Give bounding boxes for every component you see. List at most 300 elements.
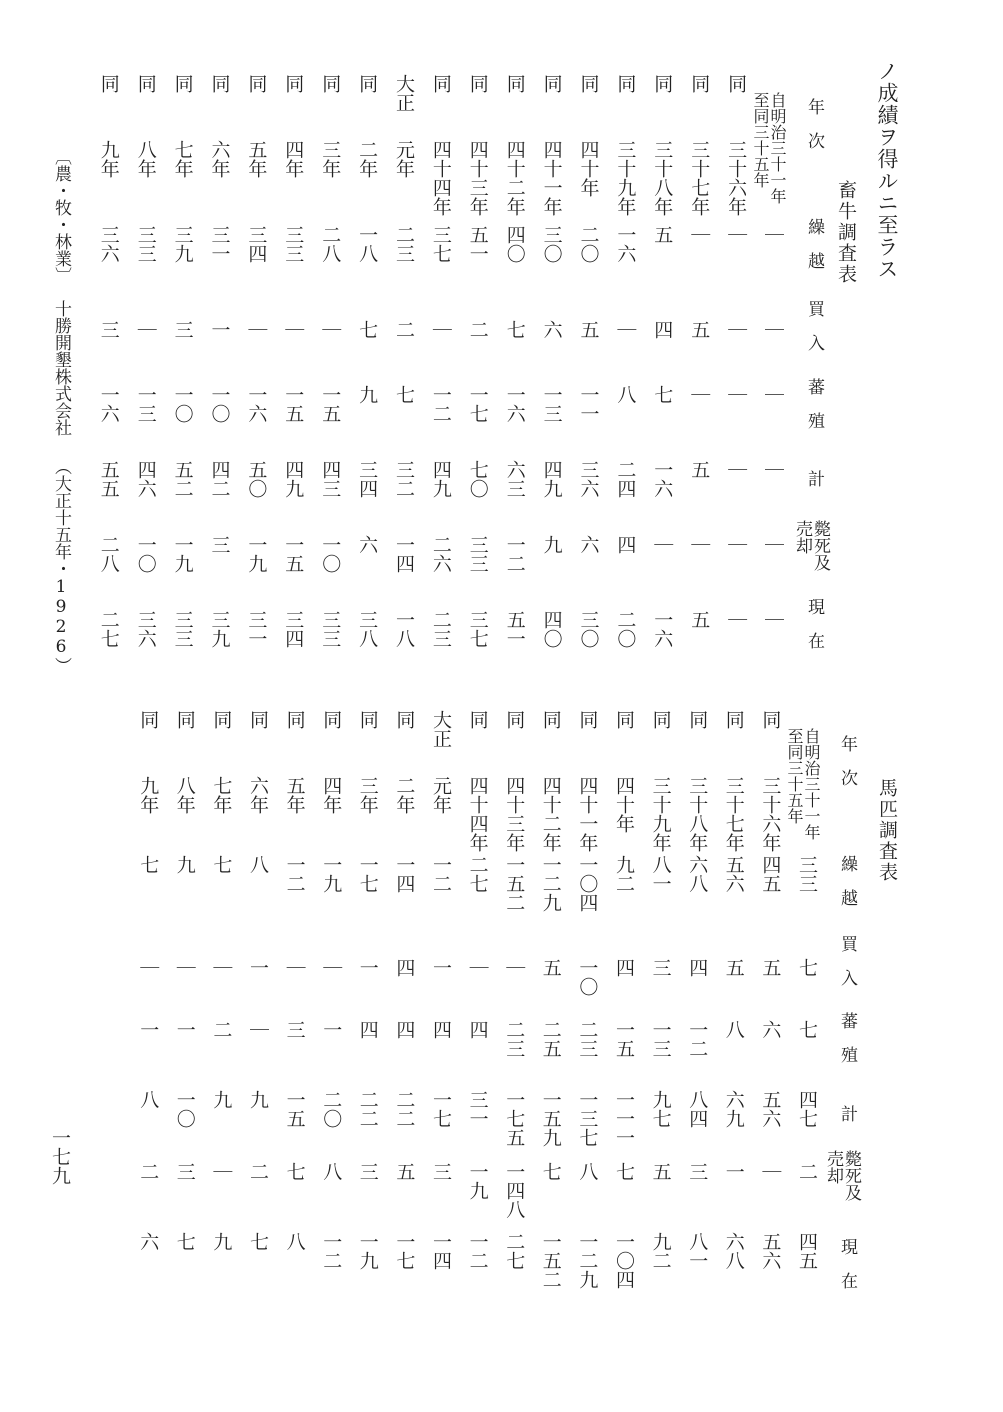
cattle-year-prefix: 同	[429, 74, 452, 93]
horse-cell-died: ｜	[210, 1162, 233, 1181]
footer-category: 〔農・牧・林業〕	[51, 148, 71, 284]
horse-year-prefix: 同	[503, 710, 526, 729]
horse-cell-bought: 一	[247, 958, 269, 977]
cattle-year-value: 二年	[356, 140, 379, 178]
horse-cell-bred: 四	[466, 1020, 489, 1039]
horse-cell-bought: 七	[796, 958, 818, 977]
horse-cell-bought: ｜	[210, 958, 233, 977]
horse-cell-bred: 一	[320, 1020, 343, 1039]
cattle-cell-carryover: 三六	[97, 225, 120, 263]
cattle-cell-current: 五一	[503, 610, 526, 648]
horse-cell-current: 九二	[649, 1232, 672, 1270]
horse-cell-bought: 四	[686, 958, 709, 977]
horse-year-value: 二年	[393, 776, 416, 814]
cattle-cell-bred: 一五	[282, 385, 305, 423]
cattle-cell-total: 一六	[651, 460, 674, 498]
cattle-cell-carryover: 三七	[429, 225, 452, 263]
cattle-cell-died: ｜	[651, 535, 674, 554]
horse-year-prefix: 同	[466, 710, 489, 729]
cattle-cell-died: 九	[540, 535, 563, 554]
horse-cell-died: 五	[393, 1162, 416, 1181]
cattle-year-prefix: 同	[282, 74, 305, 93]
cattle-year-value: 元年	[393, 140, 415, 178]
horse-year-value: 四十一年	[576, 776, 599, 852]
cattle-year-prefix: 同	[688, 74, 711, 93]
horse-cell-bred: 一二	[686, 1020, 709, 1058]
cattle-cell-total: 二四	[614, 460, 637, 498]
horse-year-prefix: 同	[759, 710, 782, 729]
horse-cell-bought: 一〇	[576, 958, 599, 996]
horse-year-value: 三十六年	[759, 776, 782, 852]
horse-year-value: 元年	[430, 776, 452, 814]
horse-cell-current: 一七	[393, 1232, 416, 1270]
page-header: ノ成績ヲ得ルニ至ラス	[875, 60, 899, 280]
cattle-cell-current: 二三	[429, 610, 452, 648]
cattle-header-died-sold	[793, 520, 828, 571]
horse-cell-died: 一	[722, 1162, 745, 1181]
horse-year-prefix: 同	[576, 710, 599, 729]
cattle-cell-total: 四九	[429, 460, 452, 498]
horse-cell-carryover: 七	[137, 855, 160, 874]
cattle-year-value: 四年	[282, 140, 305, 178]
cattle-cell-bought: 三	[97, 320, 120, 339]
cattle-header-carryover: 繰 越	[804, 218, 824, 269]
cattle-cell-bred: 一二	[429, 385, 452, 423]
cattle-cell-total: 五五	[97, 460, 120, 498]
cattle-cell-died: 一二	[503, 535, 526, 573]
horse-cell-bought: 四	[613, 958, 635, 977]
horse-year-from: 自明治三十一年	[802, 728, 821, 840]
page-number: 一七九	[49, 1128, 71, 1185]
horse-cell-current: 一五二	[539, 1232, 562, 1289]
cattle-cell-died: 六	[356, 535, 379, 554]
cattle-cell-total: ｜	[725, 460, 748, 479]
cattle-header-died-sold-bottom: 売却	[792, 520, 812, 554]
horse-cell-carryover: 一二	[283, 855, 306, 893]
cattle-cell-bred: 一六	[503, 385, 526, 423]
cattle-year-value: 四十四年	[429, 140, 452, 216]
horse-cell-total: 一三七	[576, 1090, 599, 1147]
cattle-header-current: 現 在	[804, 598, 824, 649]
cattle-cell-carryover: 二〇	[577, 225, 600, 263]
cattle-year-prefix: 同	[245, 74, 268, 93]
horse-cell-died: 三	[430, 1162, 452, 1181]
cattle-cell-died: 一〇	[134, 535, 157, 573]
horse-cell-current: 一二九	[576, 1232, 599, 1289]
horse-year-value: 三年	[356, 776, 379, 814]
horse-cell-current: 一九	[356, 1232, 379, 1270]
horse-header-current: 現 在	[837, 1238, 857, 1289]
horse-cell-bought: 五	[722, 958, 745, 977]
cattle-year-prefix: 同	[577, 74, 600, 93]
cattle-cell-bought: ｜	[319, 320, 342, 339]
horse-cell-current: 一二	[320, 1232, 343, 1270]
horse-cell-carryover: 一四	[393, 855, 416, 893]
horse-year-value: 四十二年	[539, 776, 562, 852]
horse-cell-bought: 五	[759, 958, 782, 977]
horse-cell-died: 一四八	[503, 1162, 526, 1219]
cattle-year-value: 五年	[245, 140, 268, 178]
horse-cell-total: 一七五	[503, 1090, 526, 1147]
cattle-cell-bred: 一三	[540, 385, 563, 423]
cattle-cell-died: 六	[577, 535, 600, 554]
cattle-cell-bred: 一六	[245, 385, 268, 423]
cattle-cell-carryover: 四〇	[503, 225, 526, 263]
cattle-cell-died: 一五	[282, 535, 305, 573]
horse-year-prefix: 大正	[430, 710, 452, 748]
horse-cell-bought: ｜	[466, 958, 489, 977]
horse-header-year: 年 次	[837, 735, 857, 786]
horse-year-prefix: 同	[539, 710, 562, 729]
cattle-cell-carryover: ｜	[762, 225, 784, 244]
horse-cell-total: 八四	[686, 1090, 709, 1128]
cattle-year-cell	[752, 92, 785, 204]
cattle-year-prefix: 同	[651, 74, 674, 93]
horse-cell-current: 五六	[759, 1232, 782, 1270]
cattle-cell-bred: 一三	[134, 385, 157, 423]
horse-cell-bred: 二三	[503, 1020, 526, 1058]
horse-cell-carryover: 一二	[430, 855, 452, 893]
horse-cell-bred: 八	[722, 1020, 745, 1039]
cattle-header-died-sold-top: 斃死及	[810, 520, 830, 571]
horse-cell-bought: ｜	[320, 958, 343, 977]
horse-cell-total: 九	[210, 1090, 233, 1109]
cattle-cell-current: 三一	[245, 610, 268, 648]
cattle-cell-total: 三四	[356, 460, 379, 498]
cattle-cell-current: 三九	[208, 610, 231, 648]
cattle-cell-total: ｜	[762, 460, 784, 479]
horse-cell-died: 三	[686, 1162, 709, 1181]
cattle-cell-bought: 七	[356, 320, 379, 339]
horse-cell-bought: 一	[356, 958, 379, 977]
horse-cell-bred: 四	[430, 1020, 452, 1039]
cattle-year-value: 三十七年	[688, 140, 711, 216]
cattle-cell-bought: ｜	[725, 320, 748, 339]
cattle-cell-current: 一六	[651, 610, 674, 648]
horse-cell-current: 七	[173, 1232, 196, 1251]
cattle-year-value: 四十二年	[503, 140, 526, 216]
cattle-cell-carryover: 三四	[245, 225, 268, 263]
horse-cell-died: 七	[283, 1162, 306, 1181]
horse-cell-carryover: 四五	[759, 855, 782, 893]
horse-cell-current: 七	[247, 1232, 269, 1251]
horse-cell-carryover: 一七	[356, 855, 379, 893]
cattle-year-value: 九年	[97, 140, 120, 178]
cattle-cell-carryover: 三〇	[540, 225, 563, 263]
cattle-cell-bred: 一七	[466, 385, 489, 423]
horse-cell-carryover: 六八	[686, 855, 709, 893]
cattle-header-bred: 蕃 殖	[804, 378, 824, 429]
cattle-cell-died: 一〇	[319, 535, 342, 573]
cattle-cell-bought: ｜	[614, 320, 637, 339]
cattle-header-total: 計	[804, 470, 824, 487]
horse-year-value: 六年	[247, 776, 269, 814]
cattle-cell-carryover: ｜	[725, 225, 748, 244]
horse-year-value: 四十三年	[503, 776, 526, 852]
cattle-cell-current: 三四	[282, 610, 305, 648]
cattle-cell-bought: 四	[651, 320, 674, 339]
cattle-cell-current: ｜	[762, 610, 784, 629]
cattle-cell-bred: 八	[614, 385, 637, 404]
horse-cell-died: 二	[796, 1162, 818, 1181]
cattle-cell-died: 二八	[97, 535, 120, 573]
cattle-cell-bought: 七	[503, 320, 526, 339]
horse-cell-carryover: 九	[173, 855, 196, 874]
cattle-cell-current: 一八	[393, 610, 415, 648]
horse-cell-bought: ｜	[503, 958, 526, 977]
cattle-cell-died: 三	[208, 535, 231, 554]
horse-cell-total: 一七	[430, 1090, 452, 1128]
cattle-year-value: 四十年	[577, 140, 600, 197]
horse-cell-bought: 四	[393, 958, 416, 977]
cattle-year-prefix: 同	[319, 74, 342, 93]
horse-cell-bred: 四	[393, 1020, 416, 1039]
horse-cell-carryover: 五六	[722, 855, 745, 893]
horse-cell-carryover: 三三	[796, 855, 818, 893]
horse-year-prefix: 同	[686, 710, 709, 729]
horse-cell-died: 五	[649, 1162, 672, 1181]
cattle-year-value: 七年	[171, 140, 194, 178]
horse-cell-bred: 二	[210, 1020, 233, 1039]
cattle-cell-bred: ｜	[725, 385, 748, 404]
horse-year-prefix: 同	[210, 710, 233, 729]
horse-cell-bred: 二五	[539, 1020, 562, 1058]
horse-cell-total: 一一一	[613, 1090, 635, 1147]
cattle-table-title: 畜牛調査表	[835, 180, 857, 285]
cattle-cell-current: 二〇	[614, 610, 637, 648]
horse-cell-current: 六	[137, 1232, 160, 1251]
cattle-cell-total: 七〇	[466, 460, 489, 498]
cattle-cell-bought: ｜	[282, 320, 305, 339]
cattle-cell-carryover: 三九	[171, 225, 194, 263]
horse-cell-carryover: 一二九	[539, 855, 562, 912]
cattle-cell-bought: 三	[171, 320, 194, 339]
horse-cell-carryover: 八一	[649, 855, 672, 893]
cattle-cell-bred: ｜	[762, 385, 784, 404]
cattle-cell-died: 四	[614, 535, 637, 554]
horse-cell-bred: ｜	[247, 1020, 269, 1039]
cattle-cell-bred: 一〇	[171, 385, 194, 423]
cattle-cell-total: 五〇	[245, 460, 268, 498]
horse-year-value: 四十年	[613, 776, 635, 833]
horse-year-value: 三十七年	[722, 776, 745, 852]
cattle-cell-carryover: 二八	[319, 225, 342, 263]
horse-cell-total: 五六	[759, 1090, 782, 1128]
cattle-year-value: 八年	[134, 140, 157, 178]
cattle-cell-died: 一九	[171, 535, 194, 573]
horse-cell-died: 七	[539, 1162, 562, 1181]
cattle-cell-carryover: 五一	[466, 225, 489, 263]
cattle-cell-current: 三六	[134, 610, 157, 648]
horse-year-value: 三十八年	[686, 776, 709, 852]
cattle-cell-died: ｜	[688, 535, 711, 554]
cattle-cell-current: 二七	[97, 610, 120, 648]
horse-year-prefix: 同	[649, 710, 672, 729]
cattle-cell-current: 三八	[356, 610, 379, 648]
horse-year-value: 四年	[320, 776, 343, 814]
cattle-cell-bred: 九	[356, 385, 379, 404]
horse-cell-died: 七	[613, 1162, 635, 1181]
cattle-cell-died: ｜	[725, 535, 748, 554]
cattle-cell-bought: 二	[466, 320, 489, 339]
horse-header-died-sold-bottom: 売却	[823, 1150, 843, 1184]
horse-year-prefix: 同	[613, 710, 635, 729]
cattle-cell-bought: ｜	[429, 320, 452, 339]
cattle-cell-total: 四九	[282, 460, 305, 498]
horse-year-prefix: 同	[173, 710, 196, 729]
cattle-cell-bred: 七	[393, 385, 415, 404]
horse-table-title: 馬匹調査表	[876, 778, 898, 883]
horse-year-value: 三十九年	[649, 776, 672, 852]
cattle-cell-current: 三七	[466, 610, 489, 648]
cattle-cell-bought: ｜	[245, 320, 268, 339]
horse-cell-bought: 一	[430, 958, 452, 977]
horse-year-prefix: 同	[356, 710, 379, 729]
cattle-cell-carryover: 五	[651, 225, 674, 244]
horse-cell-died: 一九	[466, 1162, 489, 1200]
cattle-year-prefix: 同	[171, 74, 194, 93]
cattle-cell-carryover: ｜	[688, 225, 711, 244]
footer-edition: （大正十五年・1926）	[51, 458, 71, 674]
horse-cell-total: 九七	[649, 1090, 672, 1128]
horse-cell-total: 三一	[466, 1090, 489, 1128]
cattle-header-bought: 買 入	[804, 300, 824, 351]
cattle-cell-current: 三三	[319, 610, 342, 648]
horse-cell-current: 八	[283, 1232, 306, 1251]
horse-year-prefix: 同	[283, 710, 306, 729]
cattle-year-prefix: 同	[208, 74, 231, 93]
cattle-year-prefix: 同	[97, 74, 120, 93]
cattle-cell-bought: 二	[393, 320, 415, 339]
horse-cell-bred: 一	[173, 1020, 196, 1039]
horse-cell-bought: 三	[649, 958, 672, 977]
cattle-cell-died: 三三	[466, 535, 489, 573]
horse-header-died-sold	[824, 1150, 859, 1201]
cattle-year-to: 至同三十五年	[751, 92, 770, 188]
cattle-cell-bought: 一	[208, 320, 231, 339]
horse-cell-current: 九	[210, 1232, 233, 1251]
horse-cell-died: 三	[356, 1162, 379, 1181]
cattle-cell-carryover: 三三	[282, 225, 305, 263]
horse-year-prefix: 同	[320, 710, 343, 729]
cattle-cell-carryover: 三三	[134, 225, 157, 263]
horse-header-died-sold-top: 斃死及	[841, 1150, 861, 1201]
horse-cell-died: 二	[247, 1162, 269, 1181]
cattle-cell-current: ｜	[725, 610, 748, 629]
cattle-cell-bred: ｜	[688, 385, 711, 404]
cattle-cell-total: 四六	[134, 460, 157, 498]
horse-year-value: 五年	[283, 776, 306, 814]
horse-cell-died: ｜	[759, 1162, 782, 1181]
cattle-cell-bought: 六	[540, 320, 563, 339]
horse-year-prefix: 同	[393, 710, 416, 729]
cattle-cell-bought: ｜	[762, 320, 784, 339]
cattle-cell-bought: ｜	[134, 320, 157, 339]
horse-cell-total: 一五	[283, 1090, 306, 1128]
cattle-cell-bred: 一五	[319, 385, 342, 423]
cattle-year-prefix: 同	[466, 74, 489, 93]
footer-publisher: 十勝開墾株式会社	[51, 300, 71, 436]
cattle-cell-carryover: 三一	[208, 225, 231, 263]
cattle-cell-current: 五	[688, 610, 711, 629]
cattle-year-prefix: 同	[614, 74, 637, 93]
cattle-cell-current: 三三	[171, 610, 194, 648]
cattle-cell-died: 二六	[429, 535, 452, 573]
cattle-cell-total: 五二	[171, 460, 194, 498]
cattle-year-prefix: 大正	[393, 74, 415, 112]
cattle-cell-bred: 七	[651, 385, 674, 404]
horse-cell-died: 二	[137, 1162, 160, 1181]
horse-cell-carryover: 八	[247, 855, 269, 874]
horse-year-value: 四十四年	[466, 776, 489, 852]
cattle-year-value: 三十九年	[614, 140, 637, 216]
horse-year-value: 七年	[210, 776, 233, 814]
cattle-cell-bought: 五	[688, 320, 711, 339]
horse-cell-total: 二二	[393, 1090, 416, 1128]
horse-cell-total: 一〇	[173, 1090, 196, 1128]
cattle-year-value: 三年	[319, 140, 342, 178]
horse-cell-carryover: 九二	[613, 855, 635, 893]
cattle-cell-total: 六三	[503, 460, 526, 498]
cattle-header-year: 年 次	[804, 98, 824, 149]
cattle-cell-carryover: 二三	[393, 225, 415, 263]
horse-cell-total: 四七	[796, 1090, 818, 1128]
horse-header-bought: 買 入	[837, 935, 857, 986]
horse-cell-total: 二二	[356, 1090, 379, 1128]
cattle-year-prefix: 同	[725, 74, 748, 93]
horse-cell-bred: 六	[759, 1020, 782, 1039]
cattle-cell-current: 四〇	[540, 610, 563, 648]
cattle-year-value: 六年	[208, 140, 231, 178]
horse-cell-total: 九	[247, 1090, 269, 1109]
horse-year-value: 九年	[137, 776, 160, 814]
cattle-cell-total: 四九	[540, 460, 563, 498]
horse-cell-bred: 一三	[649, 1020, 672, 1058]
horse-cell-carryover: 二七	[466, 855, 489, 893]
cattle-cell-carryover: 一八	[356, 225, 379, 263]
horse-cell-current: 一二	[466, 1232, 489, 1270]
horse-cell-total: 八	[137, 1090, 160, 1109]
cattle-cell-total: 四三	[319, 460, 342, 498]
horse-cell-bred: 一	[137, 1020, 160, 1039]
horse-year-prefix: 同	[137, 710, 160, 729]
cattle-cell-current: 三〇	[577, 610, 600, 648]
cattle-cell-carryover: 一六	[614, 225, 637, 263]
horse-year-value: 八年	[173, 776, 196, 814]
cattle-year-prefix: 同	[503, 74, 526, 93]
cattle-year-prefix: 同	[134, 74, 157, 93]
horse-header-total: 計	[837, 1105, 857, 1122]
horse-cell-bred: 四	[356, 1020, 379, 1039]
cattle-year-value: 四十一年	[540, 140, 563, 216]
horse-cell-bred: 一五	[613, 1020, 635, 1058]
horse-cell-current: 六八	[722, 1232, 745, 1270]
horse-cell-died: 三	[173, 1162, 196, 1181]
horse-cell-died: 八	[576, 1162, 599, 1181]
horse-cell-bought: ｜	[283, 958, 306, 977]
horse-cell-current: 一〇四	[613, 1232, 635, 1289]
horse-year-cell	[786, 728, 819, 840]
horse-cell-carryover: 一九	[320, 855, 343, 893]
cattle-cell-bred: 一六	[97, 385, 120, 423]
horse-cell-carryover: 一〇四	[576, 855, 599, 912]
horse-cell-carryover: 一五二	[503, 855, 526, 912]
horse-year-to: 至同三十五年	[785, 728, 804, 824]
horse-header-bred: 蕃 殖	[837, 1012, 857, 1063]
cattle-cell-bred: 一〇	[208, 385, 231, 423]
horse-cell-total: 二〇	[320, 1090, 343, 1128]
cattle-cell-bought: 五	[577, 320, 600, 339]
